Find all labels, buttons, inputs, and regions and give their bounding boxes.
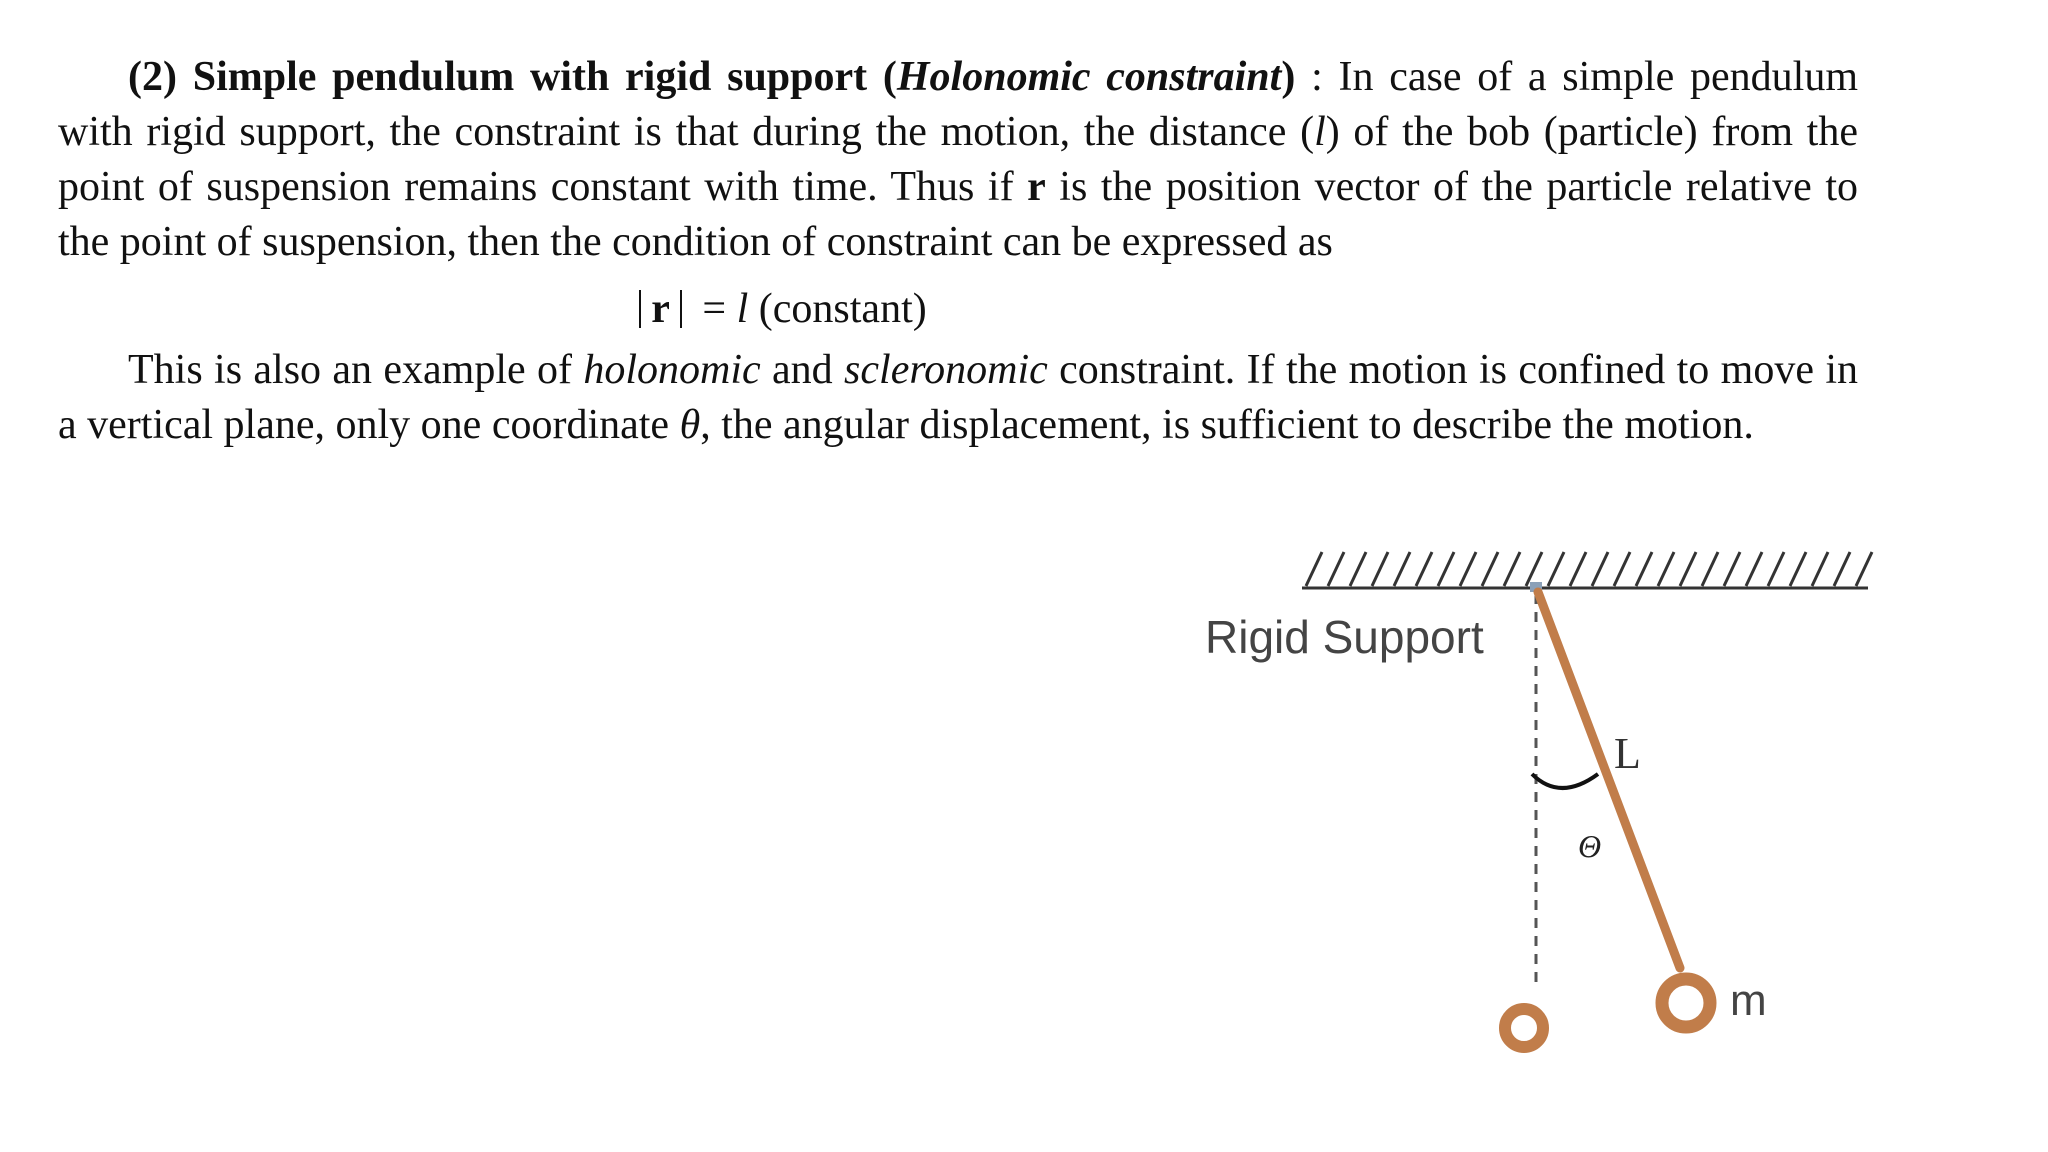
hatch-mark — [1570, 552, 1586, 586]
hatch-mark — [1482, 552, 1498, 586]
hatch-mark — [1702, 552, 1718, 586]
p2-text-a: This is also an example of — [128, 347, 584, 393]
hatch-mark — [1460, 552, 1476, 586]
intro-text-a: In case of a simple pendulum with rigid support, the constraint is that during the motion, the distance ( — [58, 54, 1858, 155]
length-symbol: l — [1314, 109, 1326, 155]
eq-length: l — [736, 286, 749, 332]
p2-text-c: , the angular displacement, is sufficient to describe the motion. — [700, 402, 1754, 448]
paren-open: ( — [867, 54, 897, 100]
hatch-mark — [1746, 552, 1762, 586]
length-label: L — [1614, 729, 1641, 778]
bob-swing-position — [1662, 979, 1710, 1027]
hatch-mark — [1350, 552, 1366, 586]
mass-label: m — [1730, 976, 1767, 1025]
hatch-mark — [1372, 552, 1388, 586]
hatch-mark — [1856, 552, 1872, 586]
hatch-mark — [1548, 552, 1564, 586]
hatch-mark — [1724, 552, 1740, 586]
angle-arc — [1532, 774, 1598, 788]
colon: : — [1295, 54, 1339, 100]
intro-text-b: ) of the bob (particle) from the point of suspension remains constant with time. Thus if — [58, 109, 1858, 210]
hatch-mark — [1592, 552, 1608, 586]
bob-rest-position — [1505, 1009, 1543, 1047]
hatch-mark — [1504, 552, 1520, 586]
angle-label: Θ — [1578, 828, 1602, 864]
hatch-mark — [1834, 552, 1850, 586]
hatch-mark — [1526, 552, 1542, 586]
hatch-mark — [1812, 552, 1828, 586]
hatch-mark — [1438, 552, 1454, 586]
eq-equals: = — [691, 286, 737, 332]
hatch-mark — [1658, 552, 1674, 586]
ceiling-hatching — [1306, 552, 1872, 586]
constraint-type: Holonomic constraint — [896, 54, 1282, 100]
eq-vector-r: r — [651, 286, 670, 332]
vector-r-symbol: r — [1027, 164, 1046, 210]
section-title: Simple pendulum with rigid support — [192, 54, 868, 100]
pendulum-rod — [1538, 592, 1680, 968]
hatch-mark — [1680, 552, 1696, 586]
hatch-mark — [1790, 552, 1806, 586]
hatch-mark — [1636, 552, 1652, 586]
eq-constant: (constant) — [748, 286, 927, 332]
p2-scleronomic: scleronomic — [844, 347, 1048, 393]
p2-theta: θ — [679, 402, 701, 448]
hatch-mark — [1394, 552, 1410, 586]
hatch-mark — [1614, 552, 1630, 586]
hatch-mark — [1416, 552, 1432, 586]
p2-holonomic: holonomic — [583, 347, 761, 393]
rigid-support-label: Rigid Support — [1205, 611, 1484, 663]
section-number: (2) — [128, 54, 177, 100]
hatch-mark — [1306, 552, 1322, 586]
hatch-mark — [1768, 552, 1784, 586]
paren-close: ) — [1281, 54, 1296, 100]
p2-text-b: constraint. If the motion is confined to move in a vertical plane, only one coordinate — [58, 347, 1858, 448]
intro-text-c: is the position vector of the particle relative to the point of suspension, then the condition of constraint can be expressed as — [58, 164, 1858, 265]
p2-and: and — [760, 347, 845, 393]
hatch-mark — [1328, 552, 1344, 586]
